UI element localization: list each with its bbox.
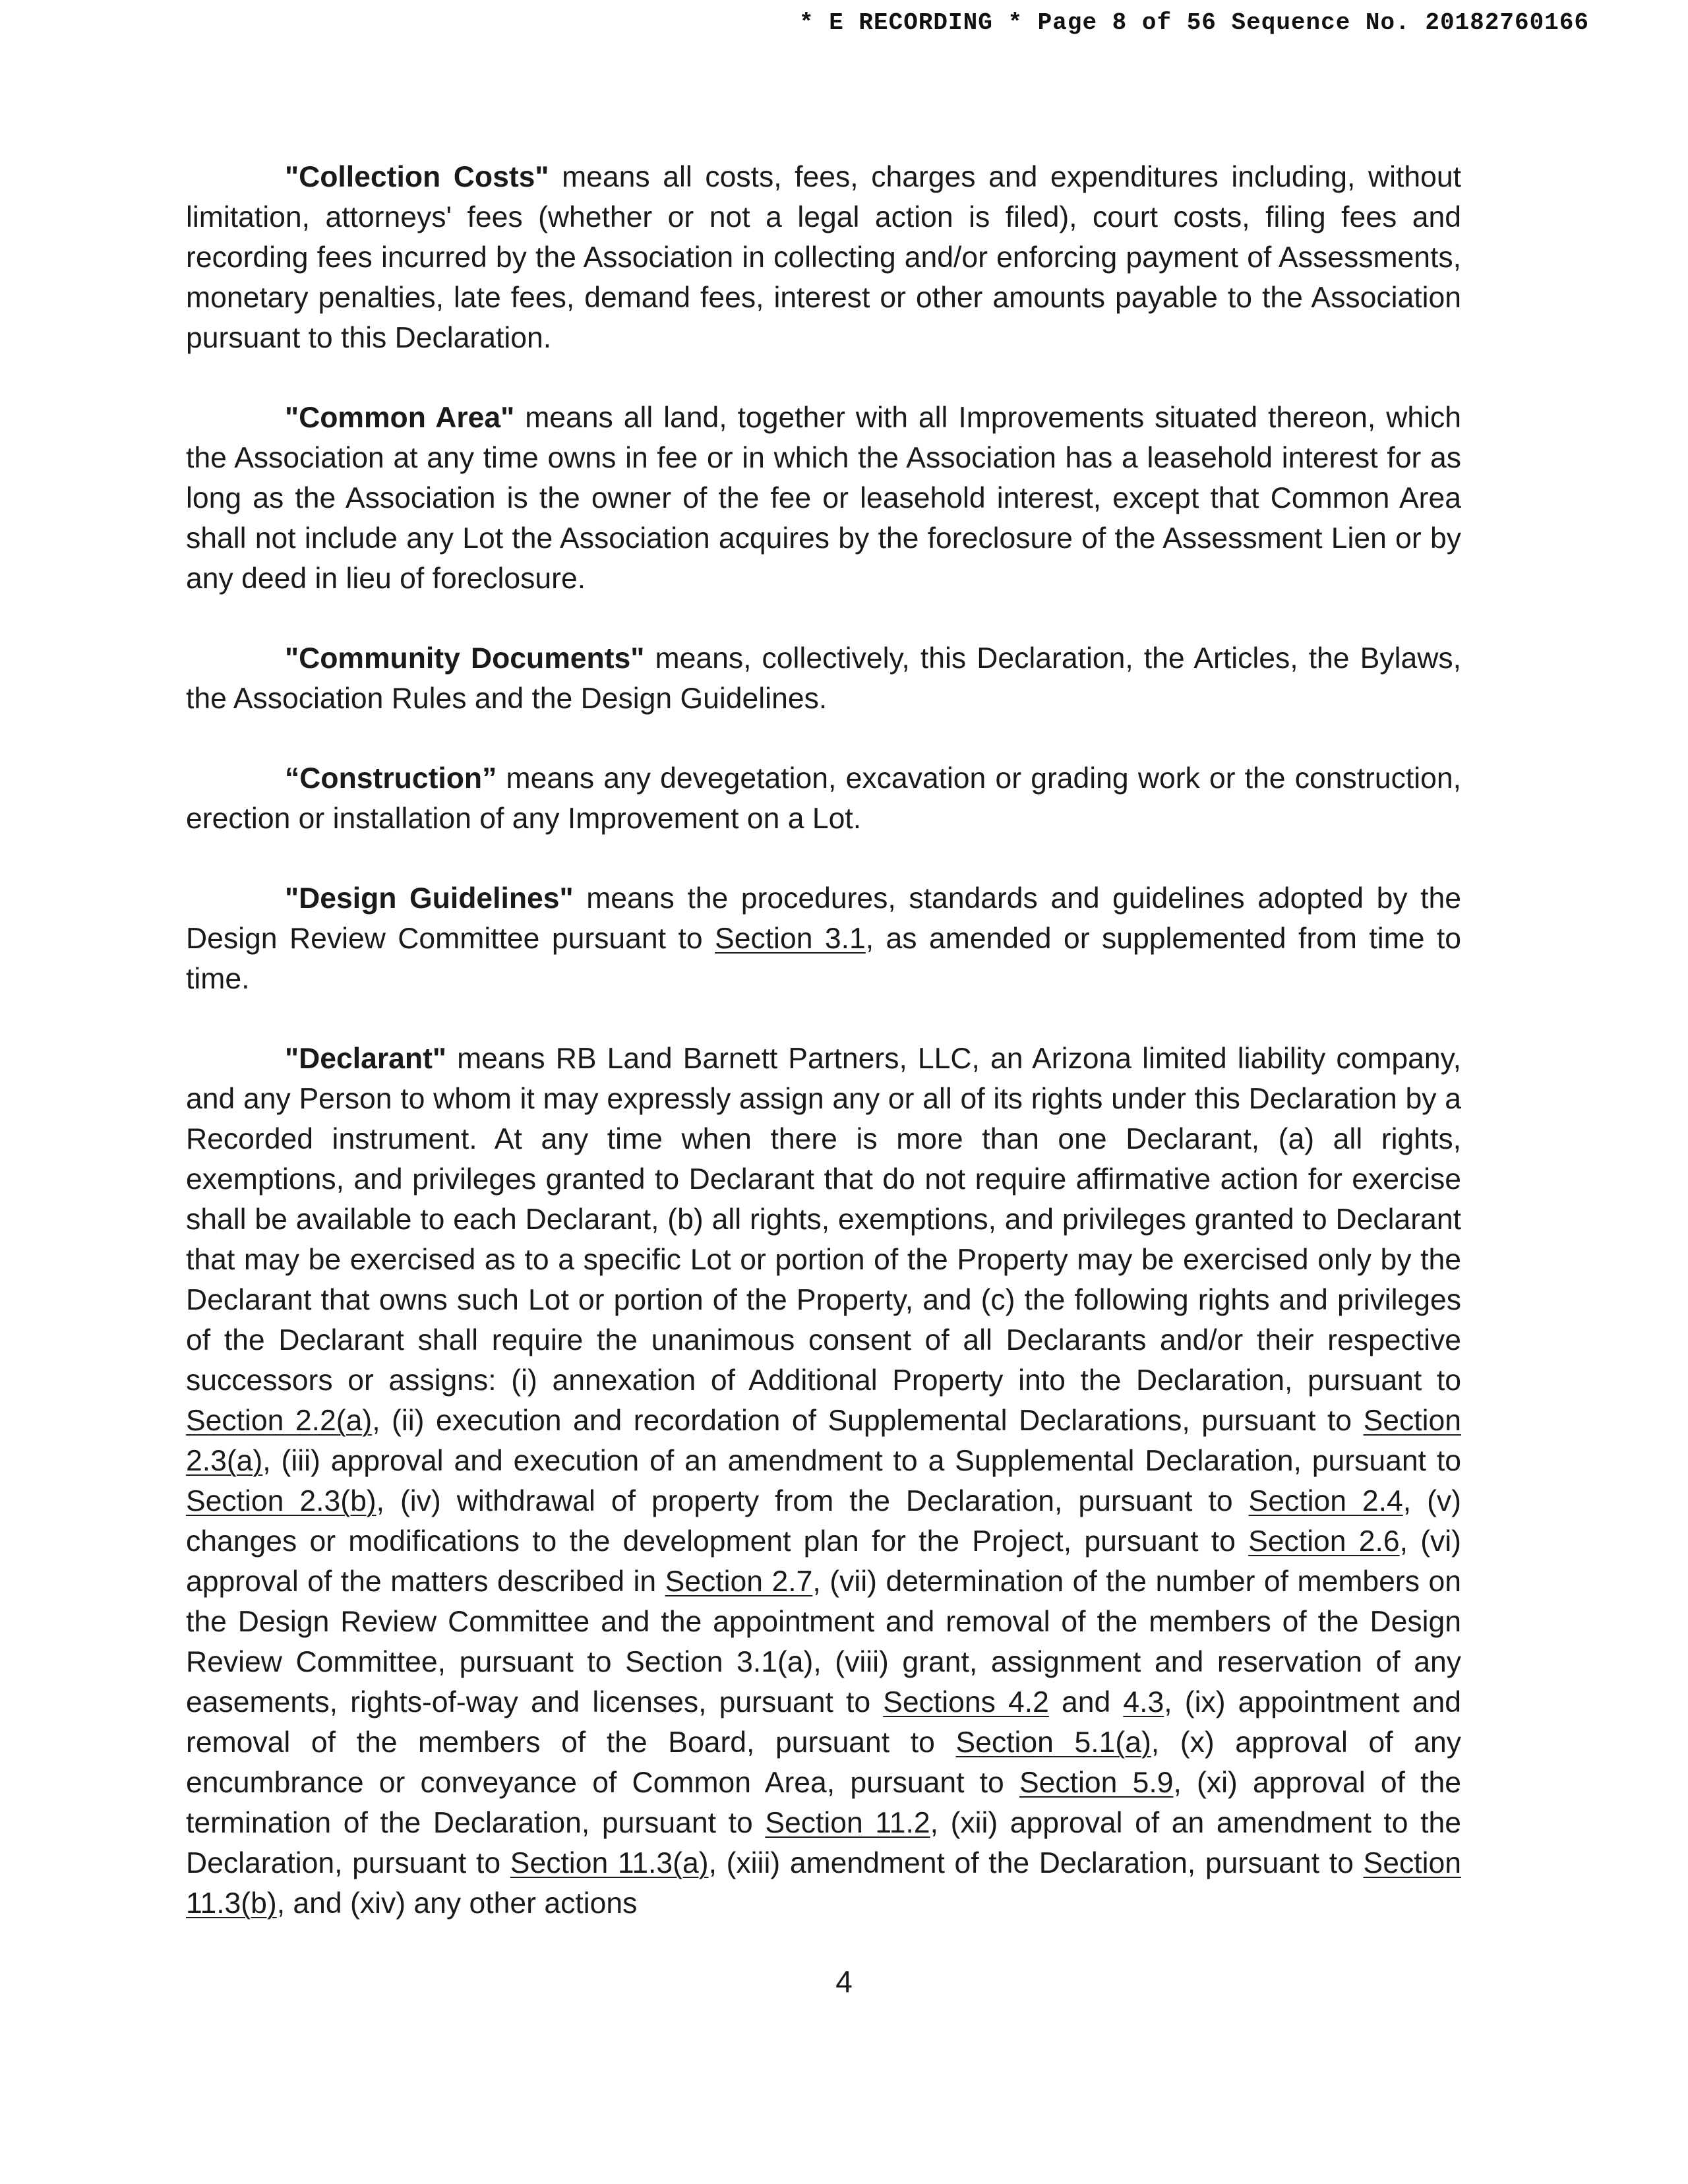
definition-community-documents xyxy=(186,638,1461,719)
definition-collection-costs xyxy=(186,157,1461,358)
definition-text: , (xi) approval of the termination of the Declaration, pursuant to xyxy=(186,1767,1462,1839)
section-reference: Sections 4.2 xyxy=(883,1686,1049,1718)
section-reference: Section 5.1(a) xyxy=(955,1726,1151,1759)
definition-text: , (iv) withdrawal of property from the Declaration, pursuant to xyxy=(376,1485,1249,1517)
section-reference: Section 2.3(a) xyxy=(186,1405,1461,1477)
definition-construction xyxy=(186,758,1461,839)
definition-text: , (xii) approval of an amendment to the Declaration, pursuant to xyxy=(186,1807,1461,1879)
section-reference: Section 2.6 xyxy=(1248,1525,1400,1558)
definition-text: and xyxy=(1048,1686,1124,1718)
definition-text: , as amended or supplemented from time to time. xyxy=(186,923,1462,995)
definition-text: , (vi) approval of the matters described in xyxy=(186,1525,1462,1598)
defined-term: "Collection Costs" xyxy=(285,161,549,193)
section-reference: Section 2.4 xyxy=(1248,1485,1403,1517)
defined-term: "Declarant" xyxy=(285,1043,447,1075)
definition-text: , (iii) approval and execution of an amendment to a Supplemental Declaration, pursuant to xyxy=(262,1445,1461,1477)
definition-text: means RB Land Barnett Partners, LLC, an Arizona limited liability company, and any Person to whom it may expressly assign any or all of its rights under this Declaration by a Recorded instrument. At any time when there is more than one Declarant, (a) all rights, exemptions, and privileges granted to Declarant that do not require affirmative action for exercise shall be available to each Declarant, (b) all rights, exemptions, and privileges granted to Declarant that may be exercised as to a specific Lot or portion of the Property may be exercised only by the Declarant that owns such Lot or portion of the Property, and (c) the following rights and privileges of the Declarant shall require the unanimous consent of all Declarants and/or their respective successors or assigns: (i) annexation of Additional Property into the Declaration, pursuant to xyxy=(186,1043,1461,1397)
section-reference: 4.3 xyxy=(1123,1686,1164,1718)
section-reference: Section 11.3(a) xyxy=(510,1847,709,1879)
definition-text: , (v) changes or modifications to the development plan for the Project, pursuant to xyxy=(186,1485,1461,1558)
definition-common-area xyxy=(186,398,1461,599)
definition-text: , (xiii) amendment of the Declaration, pursuant to xyxy=(708,1847,1364,1879)
section-reference: Section 2.7 xyxy=(665,1565,813,1598)
definition-text: , (ix) appointment and removal of the members of the Board, pursuant to xyxy=(186,1686,1461,1759)
defined-term: “Construction” xyxy=(285,762,497,795)
definition-text: , (vii) determination of the number of members on the Design Review Committee and the appointment and removal of the members of the Design Review Committee, pursuant to Section 3.1(a), (viii) grant, assignment and reservation of any easements, rights-of-way and licenses, pursuant to xyxy=(186,1565,1461,1718)
document-body xyxy=(186,157,1461,1924)
definition-text: , (ii) execution and recordation of Supplemental Declarations, pursuant to xyxy=(372,1405,1364,1437)
recording-header: * E RECORDING * Page 8 of 56 Sequence No. 20182760166 xyxy=(799,9,1589,36)
definition-text: means all land, together with all Improvements situated thereon, which the Association at any time owns in fee or in which the Association has a leasehold interest for as long as the Association is the owner of the fee or leasehold interest, except that Common Area shall not include any Lot the Association acquires by the foreclosure of the Assessment Lien or by any deed in lieu of foreclosure. xyxy=(186,402,1462,595)
section-reference: Section 2.3(b) xyxy=(186,1485,377,1517)
definition-text: means, collectively, this Declaration, the Articles, the Bylaws, the Association Rules and the Design Guidelines. xyxy=(186,642,1461,715)
definition-design-guidelines xyxy=(186,878,1461,999)
definition-text: means the procedures, standards and guidelines adopted by the Design Review Committee pursuant to xyxy=(186,882,1462,955)
section-reference: Section 5.9 xyxy=(1019,1767,1174,1799)
defined-term: "Design Guidelines" xyxy=(285,882,574,915)
definition-text: means any devegetation, excavation or grading work or the construction, erection or installation of any Improvement on a Lot. xyxy=(186,762,1461,835)
definition-text: , and (xiv) any other actions xyxy=(276,1887,638,1920)
page-number: 4 xyxy=(835,1964,853,1999)
section-reference: Section 11.2 xyxy=(765,1807,930,1839)
section-reference: Section 3.1 xyxy=(715,923,866,955)
defined-term: "Community Documents" xyxy=(285,642,645,675)
definition-declarant xyxy=(186,1039,1461,1924)
section-reference: Section 2.2(a) xyxy=(186,1405,373,1437)
definition-text: , (x) approval of any encumbrance or conveyance of Common Area, pursuant to xyxy=(186,1726,1462,1799)
definition-text: means all costs, fees, charges and expenditures including, without limitation, attorneys' fees (whether or not a legal action is filed), court costs, filing fees and recording fees incurred by the Association in collecting and/or enforcing payment of Assessments, monetary penalties, late fees, demand fees, interest or other amounts payable to the Association pursuant to this Declaration. xyxy=(186,161,1461,354)
defined-term: "Common Area" xyxy=(285,402,515,434)
section-reference: Section 11.3(b) xyxy=(186,1847,1461,1920)
